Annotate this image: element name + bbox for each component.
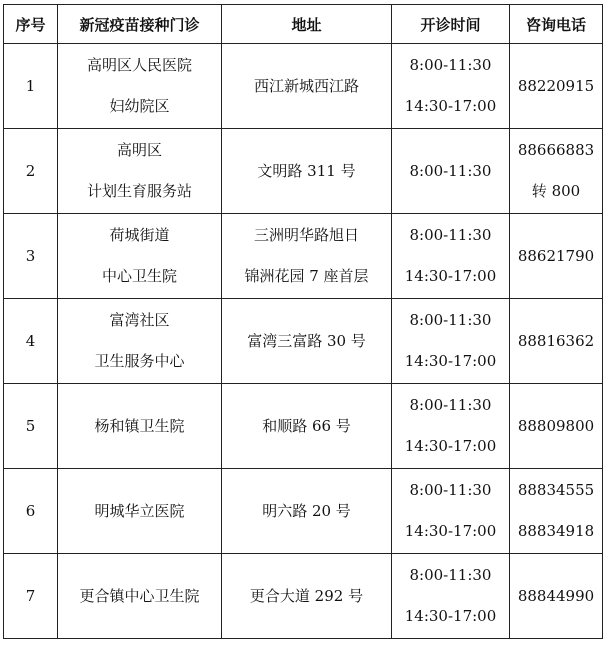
cell-time	[392, 384, 510, 469]
cell-phone	[510, 214, 603, 299]
cell-phone-line: 88834918	[517, 522, 595, 540]
cell-phone	[510, 469, 603, 554]
header-clinic: 新冠疫苗接种门诊	[58, 5, 222, 44]
cell-clinic-line: 妇幼院区	[109, 97, 170, 115]
table-row	[4, 384, 603, 469]
cell-clinic-line: 荷城街道	[109, 226, 170, 244]
cell-no: 6	[4, 469, 58, 554]
cell-address-line: 文明路 311 号	[257, 161, 356, 180]
cell-clinic-line: 高明区	[116, 141, 162, 159]
table-row	[4, 129, 603, 214]
cell-address	[222, 554, 392, 639]
cell-clinic	[58, 44, 222, 129]
cell-no: 3	[4, 214, 58, 299]
table-row	[4, 44, 603, 129]
vaccination-clinic-table	[3, 4, 603, 639]
cell-address	[222, 44, 392, 129]
header-time: 开诊时间	[392, 5, 510, 44]
cell-address-line: 锦洲花园 7 座首层	[244, 267, 369, 285]
cell-address-line: 三洲明华路旭日	[253, 226, 359, 244]
cell-time	[392, 214, 510, 299]
cell-address	[222, 469, 392, 554]
cell-address-line: 更合大道 292 号	[249, 586, 364, 605]
cell-time-line: 14:30-17:00	[404, 607, 497, 625]
table-body	[4, 44, 603, 639]
cell-no: 2	[4, 129, 58, 214]
cell-clinic	[58, 469, 222, 554]
cell-clinic	[58, 299, 222, 384]
cell-clinic	[58, 214, 222, 299]
cell-time	[392, 554, 510, 639]
cell-clinic-line: 卫生服务中心	[94, 352, 185, 370]
cell-time-line: 14:30-17:00	[404, 352, 497, 370]
cell-address	[222, 214, 392, 299]
cell-phone-line: 88816362	[517, 331, 595, 350]
cell-time-line: 14:30-17:00	[404, 97, 497, 115]
cell-time-line: 14:30-17:00	[404, 522, 497, 540]
cell-address	[222, 384, 392, 469]
cell-phone-line: 88834555	[517, 481, 595, 499]
cell-phone	[510, 129, 603, 214]
cell-time-line: 14:30-17:00	[404, 267, 497, 285]
cell-clinic	[58, 129, 222, 214]
cell-clinic-line: 高明区人民医院	[86, 56, 192, 74]
cell-time-line: 8:00-11:30	[409, 481, 492, 499]
cell-clinic-line: 明城华立医院	[94, 501, 185, 520]
cell-no: 4	[4, 299, 58, 384]
table-row	[4, 469, 603, 554]
cell-phone	[510, 44, 603, 129]
cell-time-line: 8:00-11:30	[409, 226, 492, 244]
cell-no: 7	[4, 554, 58, 639]
cell-address	[222, 299, 392, 384]
cell-address	[222, 129, 392, 214]
cell-address-line: 明六路 20 号	[262, 501, 351, 520]
cell-address-line: 和顺路 66 号	[262, 416, 351, 435]
cell-clinic-line: 富湾社区	[109, 311, 170, 329]
cell-clinic-line: 杨和镇卫生院	[94, 416, 185, 435]
cell-clinic-line: 更合镇中心卫生院	[79, 586, 200, 605]
cell-phone-line: 88844990	[517, 586, 595, 605]
cell-time-line: 8:00-11:30	[409, 56, 492, 74]
cell-no: 1	[4, 44, 58, 129]
cell-time-line: 8:00-11:30	[409, 311, 492, 329]
cell-clinic	[58, 384, 222, 469]
cell-time	[392, 44, 510, 129]
cell-clinic	[58, 554, 222, 639]
cell-phone	[510, 299, 603, 384]
cell-time-line: 8:00-11:30	[409, 161, 492, 180]
cell-no: 5	[4, 384, 58, 469]
cell-clinic-line: 计划生育服务站	[86, 182, 192, 200]
table-row	[4, 214, 603, 299]
cell-phone-line: 88666883	[517, 141, 595, 159]
cell-phone-line: 转 800	[531, 182, 581, 200]
cell-address-line: 富湾三富路 30 号	[247, 331, 366, 350]
header-address: 地址	[222, 5, 392, 44]
header-row	[4, 5, 603, 44]
table-row	[4, 299, 603, 384]
header-phone: 咨询电话	[510, 5, 603, 44]
cell-phone	[510, 384, 603, 469]
cell-time-line: 8:00-11:30	[409, 566, 492, 584]
cell-phone	[510, 554, 603, 639]
cell-time	[392, 299, 510, 384]
cell-phone-line: 88220915	[517, 76, 595, 95]
cell-address-line: 西江新城西江路	[253, 76, 359, 95]
table-row	[4, 554, 603, 639]
cell-phone-line: 88621790	[517, 246, 595, 265]
cell-time	[392, 129, 510, 214]
cell-clinic-line: 中心卫生院	[101, 267, 177, 285]
cell-time-line: 14:30-17:00	[404, 437, 497, 455]
header-no: 序号	[4, 5, 58, 44]
cell-time-line: 8:00-11:30	[409, 396, 492, 414]
cell-time	[392, 469, 510, 554]
cell-phone-line: 88809800	[517, 416, 595, 435]
